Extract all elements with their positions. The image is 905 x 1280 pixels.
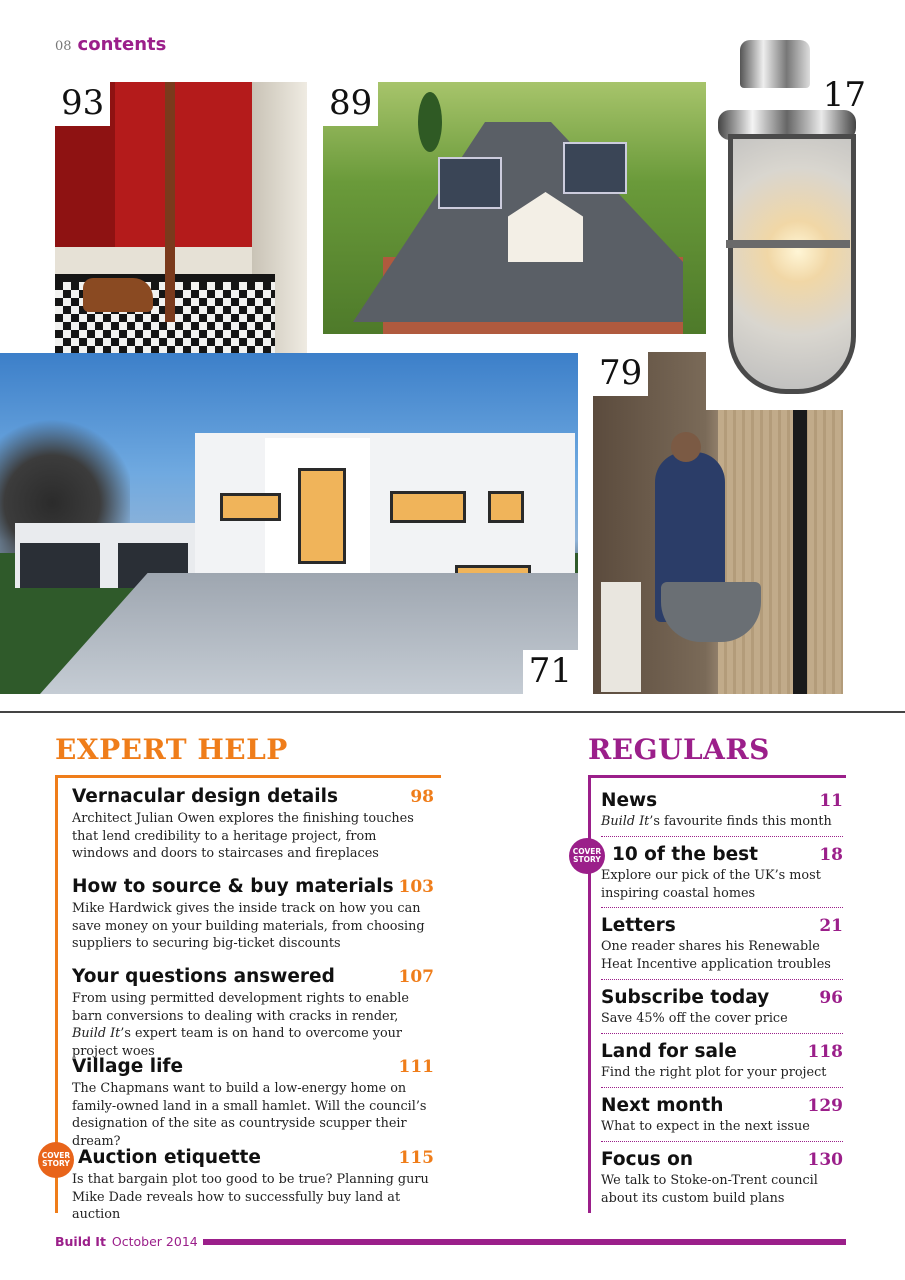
expert-item-desc-text: ’s expert team is on hand to overcome your project woes	[72, 1026, 403, 1059]
page-ref-71: 71	[523, 650, 578, 694]
dotted-separator	[601, 907, 843, 908]
dotted-separator	[601, 1087, 843, 1088]
expert-item[interactable]	[72, 1147, 434, 1224]
photo-modern-house[interactable]	[0, 353, 578, 694]
expert-item-page: 111	[398, 1057, 434, 1077]
footer-brand: Build It	[55, 1234, 106, 1249]
regular-item-title: Next month	[601, 1095, 724, 1116]
dotted-separator	[601, 979, 843, 980]
regular-item-title: Subscribe today	[601, 987, 770, 1008]
regular-item[interactable]	[601, 987, 843, 1028]
page-ref-93: 93	[55, 82, 110, 126]
photo-lamp-glass	[728, 134, 856, 394]
regular-item-page: 18	[819, 845, 843, 865]
expert-item-title: Auction etiquette	[78, 1147, 261, 1168]
page-ref-17: 17	[822, 75, 866, 115]
photo-lamp-cap	[740, 40, 810, 88]
magazine-name: Build It	[601, 814, 650, 829]
expert-item-title: Your questions answered	[72, 966, 335, 987]
section-label: contents	[77, 34, 167, 55]
dotted-separator	[601, 1033, 843, 1034]
photo-worker-head	[671, 432, 701, 462]
regular-item-page: 130	[807, 1150, 843, 1170]
regular-item-desc-text: ’s favourite finds this month	[649, 814, 832, 829]
regular-item-desc: Explore our pick of the UK’s most inspiring coastal homes	[601, 868, 821, 901]
expert-item-page: 98	[410, 787, 434, 807]
magazine-name: Build It	[72, 1026, 121, 1041]
regular-item-desc	[601, 813, 843, 831]
regular-item[interactable]	[601, 1149, 843, 1207]
photo-garage-door	[20, 543, 100, 588]
expert-help-title: EXPERT HELP	[55, 733, 288, 766]
photo-window	[298, 468, 346, 564]
expert-item-desc: The Chapmans want to build a low-energy home on family-owned land in a small hamlet. Will the council’s designation of the site as countryside scupper their dream?	[72, 1081, 427, 1149]
photo-window	[488, 491, 524, 523]
expert-item-title: Village life	[72, 1056, 184, 1077]
expert-item[interactable]	[72, 966, 434, 1060]
photo-lamp[interactable]	[706, 30, 866, 410]
regular-item[interactable]	[601, 790, 843, 831]
page-number: 08	[55, 39, 72, 54]
page-ref-79: 79	[593, 352, 648, 396]
regular-item-page: 129	[807, 1096, 843, 1116]
regular-item-desc: What to expect in the next issue	[601, 1119, 810, 1134]
photo-solar-panel	[438, 157, 502, 209]
regulars-title: REGULARS	[588, 733, 770, 766]
photo-solar-panel	[563, 142, 627, 194]
photo-wheelbarrow	[661, 582, 761, 642]
regular-item-title: Land for sale	[601, 1041, 737, 1062]
expert-item-title: How to source & buy materials	[72, 876, 394, 897]
regular-item-title: News	[601, 790, 658, 811]
expert-item[interactable]	[72, 876, 434, 953]
dotted-separator	[601, 1141, 843, 1142]
photo-bag	[83, 278, 153, 312]
photo-bucket	[601, 582, 641, 692]
expert-item-page: 107	[398, 967, 434, 987]
cover-story-badge: COVER STORY	[569, 838, 605, 874]
page-header	[55, 34, 166, 55]
regular-item-title: Focus on	[601, 1149, 694, 1170]
regular-item-desc: Find the right plot for your project	[601, 1065, 827, 1080]
regular-item-desc: We talk to Stoke-on-Trent council about its custom build plans	[601, 1173, 818, 1206]
photo-coat-stand	[165, 82, 175, 322]
footer-issue: October 2014	[111, 1234, 198, 1249]
regular-item-page: 96	[819, 988, 843, 1008]
regular-item[interactable]	[601, 1041, 843, 1082]
photo-roof-aerial[interactable]	[323, 82, 706, 334]
expert-item-desc: Architect Julian Owen explores the finishing touches that lend credibility to a heritage project, from windows and doors to staircases and fireplaces	[72, 811, 414, 861]
expert-item[interactable]	[72, 1056, 434, 1150]
page-footer	[55, 1234, 198, 1249]
regular-item[interactable]	[601, 844, 843, 902]
regular-item[interactable]	[601, 1095, 843, 1136]
cover-story-badge: COVER STORY	[38, 1142, 74, 1178]
expert-item-page: 115	[398, 1148, 434, 1168]
photo-lamp-cage	[726, 240, 850, 248]
divider-rule	[0, 711, 905, 713]
expert-item-desc-text: From using permitted development rights to enable barn conversions to dealing with cracks in render,	[72, 991, 409, 1024]
regular-item-desc: Save 45% off the cover price	[601, 1011, 788, 1026]
photo-tree	[418, 92, 442, 152]
expert-item-page: 103	[398, 877, 434, 897]
expert-item-desc	[72, 990, 434, 1060]
regular-item-page: 21	[819, 916, 843, 936]
expert-item-title: Vernacular design details	[72, 786, 338, 807]
dotted-separator	[601, 836, 843, 837]
regular-item-title: 10 of the best	[612, 844, 759, 865]
photo-window	[390, 491, 466, 523]
expert-item[interactable]	[72, 786, 434, 863]
expert-item-desc: Mike Hardwick gives the inside track on how you can save money on your building materials, from choosing suppliers to securing big-ticket discounts	[72, 901, 425, 951]
page-ref-89: 89	[323, 82, 378, 126]
regular-item-title: Letters	[601, 915, 676, 936]
footer-rule	[203, 1239, 846, 1245]
expert-item-desc: Is that bargain plot too good to be true? Planning guru Mike Dade reveals how to successfully buy land at auction	[72, 1172, 429, 1222]
regular-item-page: 118	[807, 1042, 843, 1062]
regular-item-desc: One reader shares his Renewable Heat Incentive application troubles	[601, 939, 831, 972]
regular-item[interactable]	[601, 915, 843, 973]
photo-window	[220, 493, 281, 521]
regular-item-page: 11	[819, 791, 843, 811]
